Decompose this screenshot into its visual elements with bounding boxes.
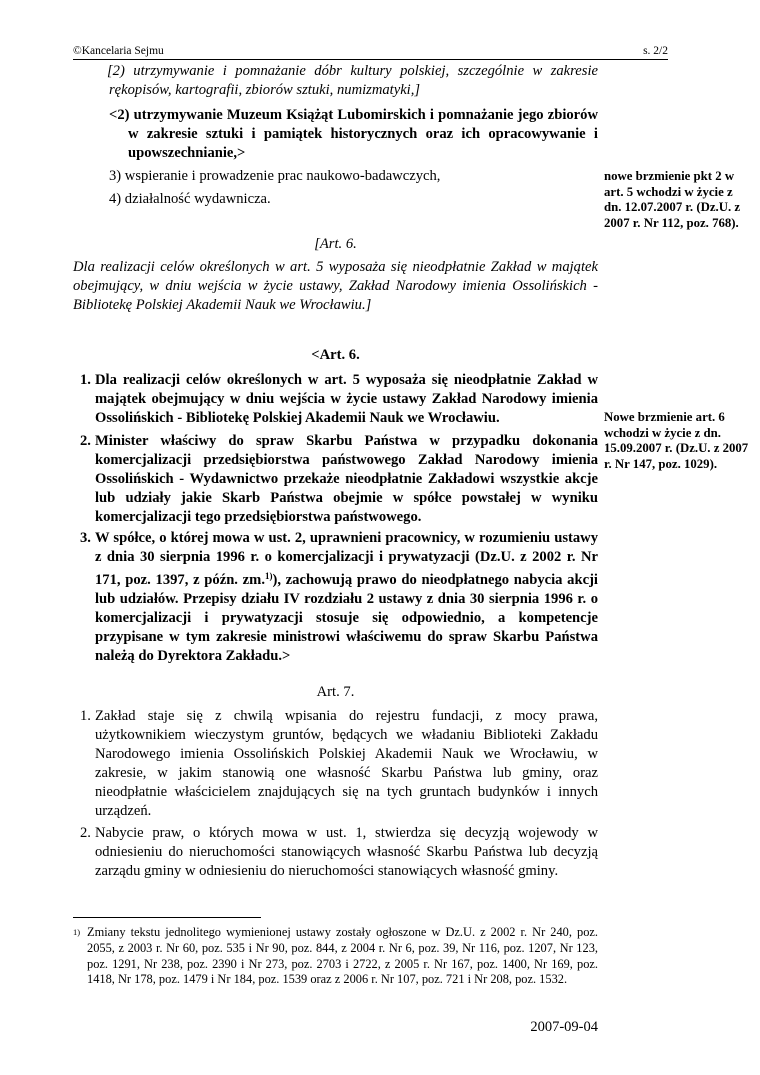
art7-item-2-number: 2.	[80, 825, 91, 841]
footnote-separator	[73, 917, 261, 918]
art7-item-2	[80, 824, 598, 881]
art5-item-3	[109, 167, 598, 186]
art6-new-item-2-number: 2.	[80, 433, 91, 449]
art5-old-item-2-text: [2) utrzymywanie i pomnażanie dóbr kultury polskiej, szczególnie w zakresie rękopisów, kartografii, zbiorów sztuki, numizmatyki,]	[107, 63, 598, 98]
art6-new-item-3-text-b: ), zachowują prawo do nieodpłatnego nabycia akcji lub udziałów. Przepisy działu IV rozdziału 2 ustawy z dnia 30 sierpnia 1996 r. o komercjalizacji i prywatyzacji stosuje się odpowiednio, a kompetencje przypisane w tym zakresie ministrowi właściwemu do spraw Skarbu Państwa należą do Dyrektora Zakładu.>	[95, 572, 598, 664]
margin-note-art5	[604, 169, 750, 231]
art5-new-item-2-text: <2) utrzymywanie Muzeum Książąt Lubomirskich i pomnażanie jego zbiorów w zakresie sztuki i pamiątek historycznych oraz ich opracowywanie i upowszechnianie,>	[109, 107, 598, 161]
art6-old-text-body: Dla realizacji celów określonych w art. 5 wyposaża się nieodpłatnie Zakład w majątek obejmujący, w dniu wejścia w życie ustawy, Zakład Narodowy imienia Ossolińskich - Bibliotekę Polskiej Akademii Nauk we Wrocławiu.]	[73, 259, 598, 313]
header-rule	[73, 59, 668, 60]
art6-new-item-1-text: Dla realizacji celów określonych w art. 5 wyposaża się nieodpłatnie Zakład w majątek obejmujący w dniu wejścia w życie ustawy Zakład Narodowy imienia Ossolińskich - Bibliotekę Polskiej Akademii Nauk we Wrocławiu.	[95, 372, 598, 426]
art6-new-item-3-number: 3.	[80, 530, 91, 546]
art7-item-2-text: Nabycie praw, o których mowa w ust. 1, stwierdza się decyzją wojewody w odniesieniu do nieruchomości stanowiących własność Skarbu Państwa lub decyzją zarządu gminy w odniesieniu do nieruchomości stanowiących własność gminy.	[95, 825, 598, 879]
art7-item-1-number: 1.	[80, 708, 91, 724]
art6-new-item-2	[80, 432, 598, 527]
art6-new-item-2-text: Minister właściwy do spraw Skarbu Państwa w przypadku dokonania komercjalizacji przedsiębiorstwa państwowego Zakład Narodowy imienia Ossolińskich - Wydawnictwo przekaże nieodpłatnie Zakładowi wszystkie akcje lub udziały jakie Skarb Państwa obejmie w spółce powstałej w wyniku komercjalizacji tego przedsiębiorstwa państwowego.	[95, 433, 598, 525]
art7-heading: Art. 7.	[316, 684, 355, 700]
art6-new-heading: <Art. 6.	[311, 347, 360, 363]
art5-item-3-text: 3) wspieranie i prowadzenie prac naukowo-badawczych,	[109, 168, 441, 184]
running-header-left: ©Kancelaria Sejmu	[73, 45, 164, 57]
art6-old-text	[73, 258, 598, 315]
art6-old-heading: [Art. 6.	[314, 236, 357, 252]
art5-old-item-2	[109, 62, 598, 100]
art5-item-4	[109, 190, 598, 209]
margin-note-art6-text: Nowe brzmienie art. 6 wchodzi w życie z dn. 15.09.2007 r. (Dz.U. z 2007 r. Nr 147, poz. 1029).	[604, 410, 749, 471]
footnote-text: Zmiany tekstu jednolitego wymienionej ustawy zostały ogłoszone w Dz.U. z 2002 r. Nr 240, poz. 2055, z 2003 r. Nr 60, poz. 535 i Nr 90, poz. 844, z 2004 r. Nr 6, poz. 39, Nr 116, poz. 1207, Nr 123, poz. 1291, Nr 238, poz. 2390 i Nr 273, poz. 2703 i 2722, z 2005 r. Nr 167, poz. 1400, Nr 169, poz. 1418, Nr 178, poz. 1479 i Nr 184, poz. 1539 oraz z 2006 r. Nr 107, poz. 721 i Nr 208, poz. 1532.	[87, 925, 598, 987]
footer-date: 2007-09-04	[530, 1019, 598, 1035]
margin-note-art5-text: nowe brzmienie pkt 2 w art. 5 wchodzi w życie z dn. 12.07.2007 r. (Dz.U. z 2007 r. Nr 112, poz. 768).	[604, 169, 741, 230]
footnote-reference[interactable]: 1)	[264, 571, 273, 581]
art5-item-4-text: 4) działalność wydawnicza.	[109, 191, 271, 207]
art6-new-item-3	[80, 529, 598, 666]
art6-new-item-3-text-a: W spółce, o której mowa w ust. 2, uprawnieni pracownicy, w rozumieniu ustawy z dnia 30 sierpnia 1996 r. o komercjalizacji i prywatyzacji (Dz.U. z 2002 r. Nr 171, poz. 1397, z późn. zm.	[95, 530, 598, 588]
art6-new-item-3-body	[95, 529, 598, 666]
page-number: s. 2/2	[643, 45, 668, 57]
margin-note-art6	[604, 410, 750, 472]
art7-item-1	[80, 707, 598, 821]
footnote	[73, 925, 598, 988]
art7-item-1-text: Zakład staje się z chwilą wpisania do rejestru fundacji, z mocy prawa, użytkownikiem wieczystym gruntów, będących we władaniu Biblioteki Zakładu Narodowego imienia Ossolińskich Polskiej Akademii Nauk we Wrocławiu, w zakresie, w jakim stanowią one własność Skarbu Państwa lub gminy, oraz nieodpłatnie właścicielem znajdujących się na tych gruntach budynków i innych urządzeń.	[95, 708, 598, 819]
art6-new-item-1-number: 1.	[80, 372, 91, 388]
art5-new-item-2	[109, 106, 598, 163]
art6-new-item-1	[80, 371, 598, 428]
footnote-mark: 1)	[73, 927, 81, 937]
